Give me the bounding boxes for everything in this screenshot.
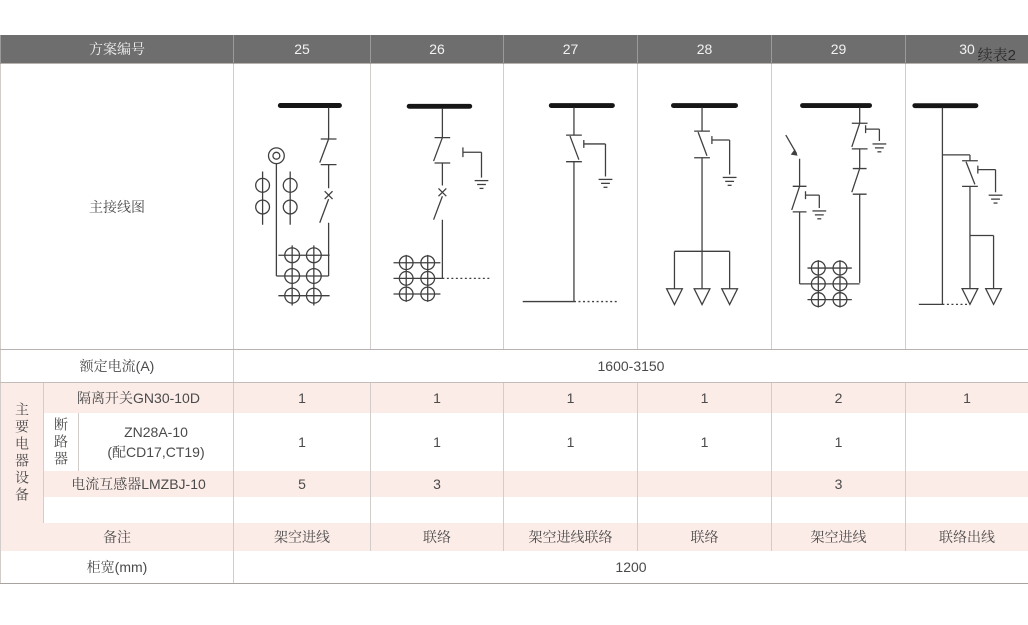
ground-icon	[598, 179, 612, 187]
second-isolator	[851, 149, 866, 283]
wiring-diagram-scheme-27	[504, 64, 638, 350]
isolator-name: 隔离开关GN30-10D	[44, 383, 234, 414]
remark-30: 联络出线	[906, 523, 1028, 551]
isolator-switch	[433, 108, 450, 185]
empty-equipment-row	[1, 497, 1028, 523]
empty-equipment-name	[44, 497, 234, 523]
remarks-row	[1, 523, 1028, 551]
isolator-switch	[566, 108, 582, 302]
wiring-diagram-label: 主接线图	[1, 64, 234, 350]
earthing-switch	[462, 147, 481, 177]
equipment-group-label-text: 主要电器设备	[15, 402, 29, 504]
ground-icon-2	[812, 211, 826, 219]
wiring-diagram-scheme-25	[234, 64, 371, 350]
scheme-table	[0, 35, 1028, 584]
column-header-27: 27	[504, 35, 638, 64]
ct-qty-30	[906, 471, 1028, 497]
column-header-28: 28	[638, 35, 772, 64]
feeder-branches	[969, 186, 993, 288]
remarks-label: 备注	[1, 523, 234, 551]
feeder-branches	[674, 251, 729, 288]
wiring-diagram-scheme-28	[638, 64, 772, 350]
rated-current-row	[1, 350, 1028, 383]
column-header-30: 30	[906, 35, 1028, 64]
empty-cell-27	[504, 497, 638, 523]
empty-cell-28	[638, 497, 772, 523]
outgoing-terminals	[962, 289, 1001, 305]
isolator-switch	[942, 155, 977, 186]
column-header-25: 25	[234, 35, 371, 64]
isolator-qty-25: 1	[234, 383, 371, 414]
breaker-qty-27: 1	[504, 413, 638, 471]
ct-qty-27	[504, 471, 638, 497]
wiring-diagram-scheme-29	[772, 64, 906, 350]
isolator-switch	[694, 108, 710, 252]
breaker-sub-label-text: 断路器	[54, 417, 68, 468]
isolator-switch-row	[1, 383, 1028, 414]
breaker-sub-label	[44, 413, 79, 471]
ct-qty-29: 3	[772, 471, 906, 497]
ct-qty-28	[638, 471, 772, 497]
rated-current-value: 1600-3150	[234, 350, 1028, 383]
earthing-switch-2	[805, 191, 819, 208]
current-transformer-name: 电流互感器LMZBJ-10	[44, 471, 234, 497]
earthing-switch	[711, 136, 729, 174]
ground-icon	[872, 144, 886, 152]
breaker-qty-30	[906, 413, 1028, 471]
isolator-qty-27: 1	[504, 383, 638, 414]
breaker-row	[1, 413, 1028, 471]
breaker-model: ZN28A-10	[79, 422, 233, 442]
ct-qty-25: 5	[234, 471, 371, 497]
earthing-switch	[583, 140, 605, 176]
breaker-qty-25: 1	[234, 413, 371, 471]
ct-group	[799, 260, 859, 307]
column-header-29: 29	[772, 35, 906, 64]
cabinet-width-value: 1200	[234, 551, 1028, 584]
isolator-qty-28: 1	[638, 383, 772, 414]
remark-28: 联络	[638, 523, 772, 551]
equipment-group-label	[1, 383, 44, 524]
wiring-diagram-scheme-30	[906, 64, 1028, 350]
ground-icon	[722, 177, 736, 185]
ct-qty-26: 3	[371, 471, 504, 497]
earthing-switch	[865, 125, 879, 141]
scheme-number-label: 方案编号	[1, 35, 234, 64]
empty-cell-26	[371, 497, 504, 523]
empty-cell-29	[772, 497, 906, 523]
wiring-diagram-row	[1, 64, 1028, 350]
breaker-qty-28: 1	[638, 413, 772, 471]
breaker-symbol	[319, 191, 332, 276]
incoming-isolator	[791, 159, 806, 284]
earthing-switch	[977, 166, 995, 193]
remark-27: 架空进线联络	[504, 523, 638, 551]
ground-icon	[988, 195, 1002, 203]
column-header-26: 26	[371, 35, 504, 64]
isolator-qty-26: 1	[371, 383, 504, 414]
breaker-accessories: (配CD17,CT19)	[79, 442, 233, 462]
isolator-qty-30: 1	[906, 383, 1028, 414]
breaker-symbol	[433, 188, 446, 278]
empty-cell-30	[906, 497, 1028, 523]
cabinet-width-label: 柜宽(mm)	[1, 551, 234, 584]
remark-29: 架空进线	[772, 523, 906, 551]
main-line	[918, 108, 942, 305]
isolator-qty-29: 2	[772, 383, 906, 414]
breaker-qty-26: 1	[371, 413, 504, 471]
wiring-diagram-scheme-26	[371, 64, 504, 350]
rated-current-label: 额定电流(A)	[1, 350, 234, 383]
current-transformer-row	[1, 471, 1028, 497]
bushing-icon	[268, 148, 284, 164]
outgoing-terminals	[666, 289, 737, 305]
table-header-row	[1, 35, 1028, 64]
empty-cell-25	[234, 497, 371, 523]
ground-icon	[474, 181, 488, 189]
arrow-head-icon	[790, 149, 797, 156]
remark-26: 联络	[371, 523, 504, 551]
isolator-switch	[319, 107, 336, 188]
continuation-table-label: 续表2	[978, 44, 1016, 65]
breaker-qty-29: 1	[772, 413, 906, 471]
remark-25: 架空进线	[234, 523, 371, 551]
breaker-name	[79, 413, 234, 471]
cabinet-width-row	[1, 551, 1028, 584]
